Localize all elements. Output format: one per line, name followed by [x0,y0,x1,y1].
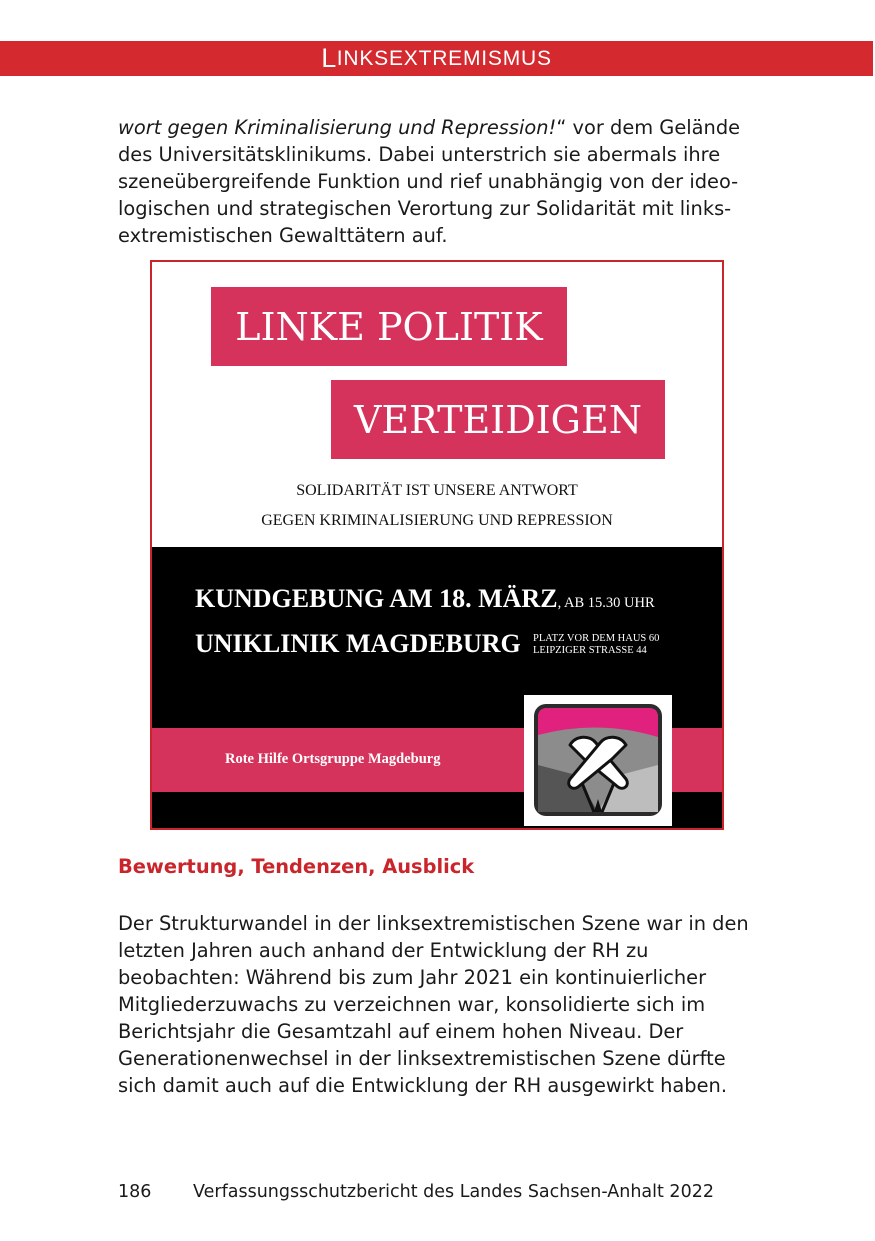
flyer-subtitle-line2: GEGEN KRIMINALISIERUNG UND REPRESSION [261,512,613,529]
intro-quote-italic: wort gegen Kriminalisierung und Repression! [118,116,557,139]
chapter-header [0,41,873,76]
intro-text: “ vor dem Gelände des Universitätsklinikums. Dabei unterstrich sie abermals ihre szeneübergreifende Funktion und rief unabhängig von der ideo-logischen und strategischen Verortung zur Solidarität mit links-extremistischen Gewalttätern auf. [118,116,741,247]
page-number: 186 [118,1182,152,1202]
flyer-subtitle-line1: SOLIDARITÄT IST UNSERE ANTWORT [296,482,578,499]
flyer-title-line2: VERTEIDIGEN [331,380,665,459]
rote-hilfe-logo-icon [524,695,672,826]
flyer-address [533,633,659,657]
section-heading: Bewertung, Tendenzen, Ausblick [118,855,475,878]
rally-flyer-image [150,260,724,830]
intro-paragraph [118,114,758,249]
flyer-event-date [195,584,655,614]
chapter-title-initial: L [321,43,337,73]
flyer-organizer: Rote Hilfe Ortsgruppe Magdeburg [225,751,441,767]
section-body-paragraph: Der Strukturwandel in der linksextremistischen Szene war in den letzten Jahren auch anhand der Entwicklung der RH zu beobachten: Während bis zum Jahr 2021 ein kontinuierlicher Mitgliederzuwachs zu verzeichnen war, konsolidierte sich im Berichtsjahr die Gesamtzahl auf einem hohen Niveau. Der Generationenwechsel in der linksextremistischen Szene dürfte sich damit auch auf die Entwicklung der RH ausgewirkt haben. [118,912,749,1097]
flyer-event-date-main: KUNDGEBUNG AM 18. MÄRZ [195,584,558,613]
flyer-title-line1: LINKE POLITIK [211,287,567,366]
chapter-title-rest: INKSEXTREMISMUS [336,46,552,70]
report-title: Verfassungsschutzbericht des Landes Sachsen-Anhalt 2022 [193,1182,714,1202]
flyer-address-line2: LEIPZIGER STRASSE 44 [533,645,647,656]
flyer-address-line1: PLATZ VOR DEM HAUS 60 [533,633,660,644]
flyer-event-location [195,629,521,659]
flyer-event-location-main: UNIKLINIK MAGDEBURG [195,629,521,658]
flyer-event-time: , AB 15.30 UHR [557,595,655,611]
